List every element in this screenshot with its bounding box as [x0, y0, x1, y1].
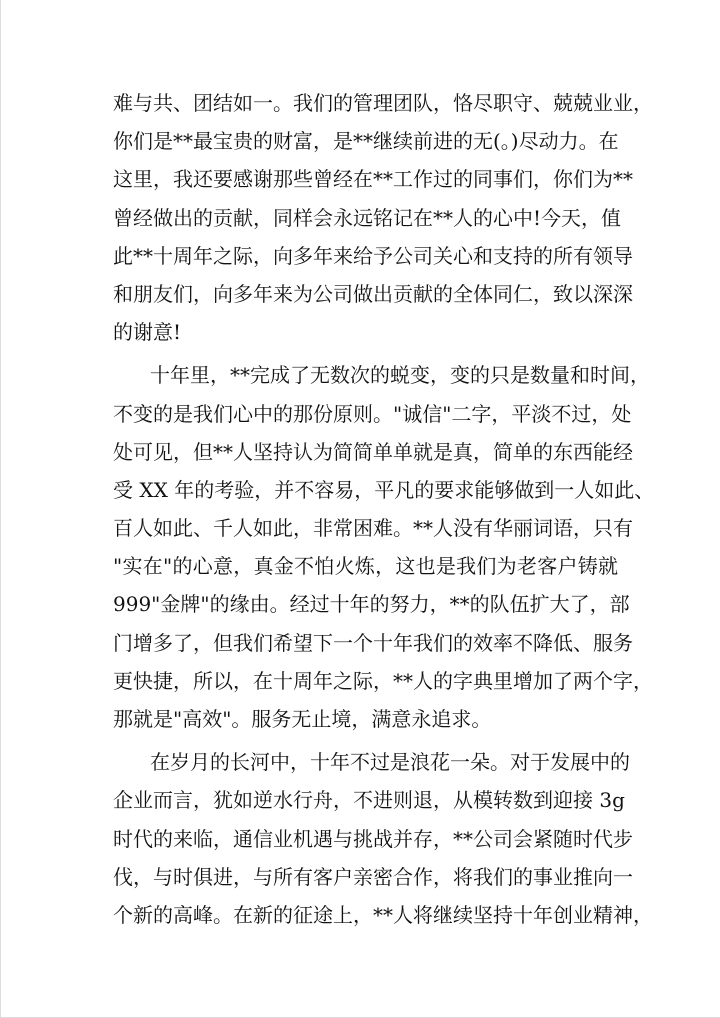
- paragraph-1: [113, 84, 653, 351]
- paragraph-line: 的谢意!: [113, 320, 182, 345]
- paragraph-line: 难与共、团结如一。我们的管理团队，恪尽职守、兢兢业业，: [113, 91, 653, 115]
- paragraph-line: 个新的高峰。在新的征途上，**人将继续坚持十年创业精神，: [113, 902, 653, 927]
- paragraph-3: [113, 743, 653, 934]
- paragraph-line: 十年里，**完成了无数次的蜕变，变的只是数量和时间，: [150, 363, 650, 388]
- paragraph-line: 百人如此、千人如此，非常困难。**人没有华丽词语，只有: [113, 516, 633, 541]
- paragraph-line: 在岁月的长河中，十年不过是浪花一朵。对于发展中的: [150, 750, 630, 775]
- paragraph-line: "实在"的心意，真金不怕火炼，这也是我们为老客户铸就: [113, 554, 618, 579]
- paragraph-line: 企业而言，犹如逆水行舟，不进则退，从模转数到迎接 3g: [113, 788, 625, 813]
- paragraph-line: 999"金牌"的缘由。经过十年的努力，**的队伍扩大了，部: [113, 592, 630, 617]
- paragraph-line: 受 XX 年的考验，并不容易，平凡的要求能够做到一人如此、: [113, 477, 655, 502]
- paragraph-line: 此**十周年之际，向多年来给予公司关心和支持的所有领导: [113, 243, 633, 268]
- paragraph-line: 门增多了，但我们希望下一个十年我们的效率不降低、服务: [113, 630, 633, 655]
- paragraph-line: 曾经做出的贡献，同样会永远铭记在**人的心中!今天，值: [113, 205, 622, 230]
- paragraph-2: [113, 356, 655, 738]
- document-body: [113, 84, 655, 934]
- paragraph-line: 你们是**最宝贵的财富，是**继续前进的无(。)尽动力。在: [113, 129, 619, 154]
- paragraph-line: 处可见，但**人坚持认为简简单单就是真，简单的东西能经: [113, 439, 633, 464]
- paragraph-line: 和朋友们，向多年来为公司做出贡献的全体同仁，致以深深: [113, 281, 633, 306]
- paragraph-line: 时代的来临，通信业机遇与挑战并存，**公司会紧随时代步: [113, 826, 633, 851]
- paragraph-line: 更快捷，所以，在十周年之际，**人的字典里增加了两个字，: [113, 668, 653, 693]
- paragraph-line: 伐，与时俱进，与所有客户亲密合作，将我们的事业推向一: [113, 864, 633, 889]
- paragraph-line: 不变的是我们心中的那份原则。"诚信"二字，平淡不过，处: [113, 401, 632, 426]
- paragraph-line: 那就是"高效"。服务无止境，满意永追求。: [113, 707, 492, 731]
- paragraph-line: 这里，我还要感谢那些曾经在**工作过的同事们，你们为**: [113, 167, 633, 192]
